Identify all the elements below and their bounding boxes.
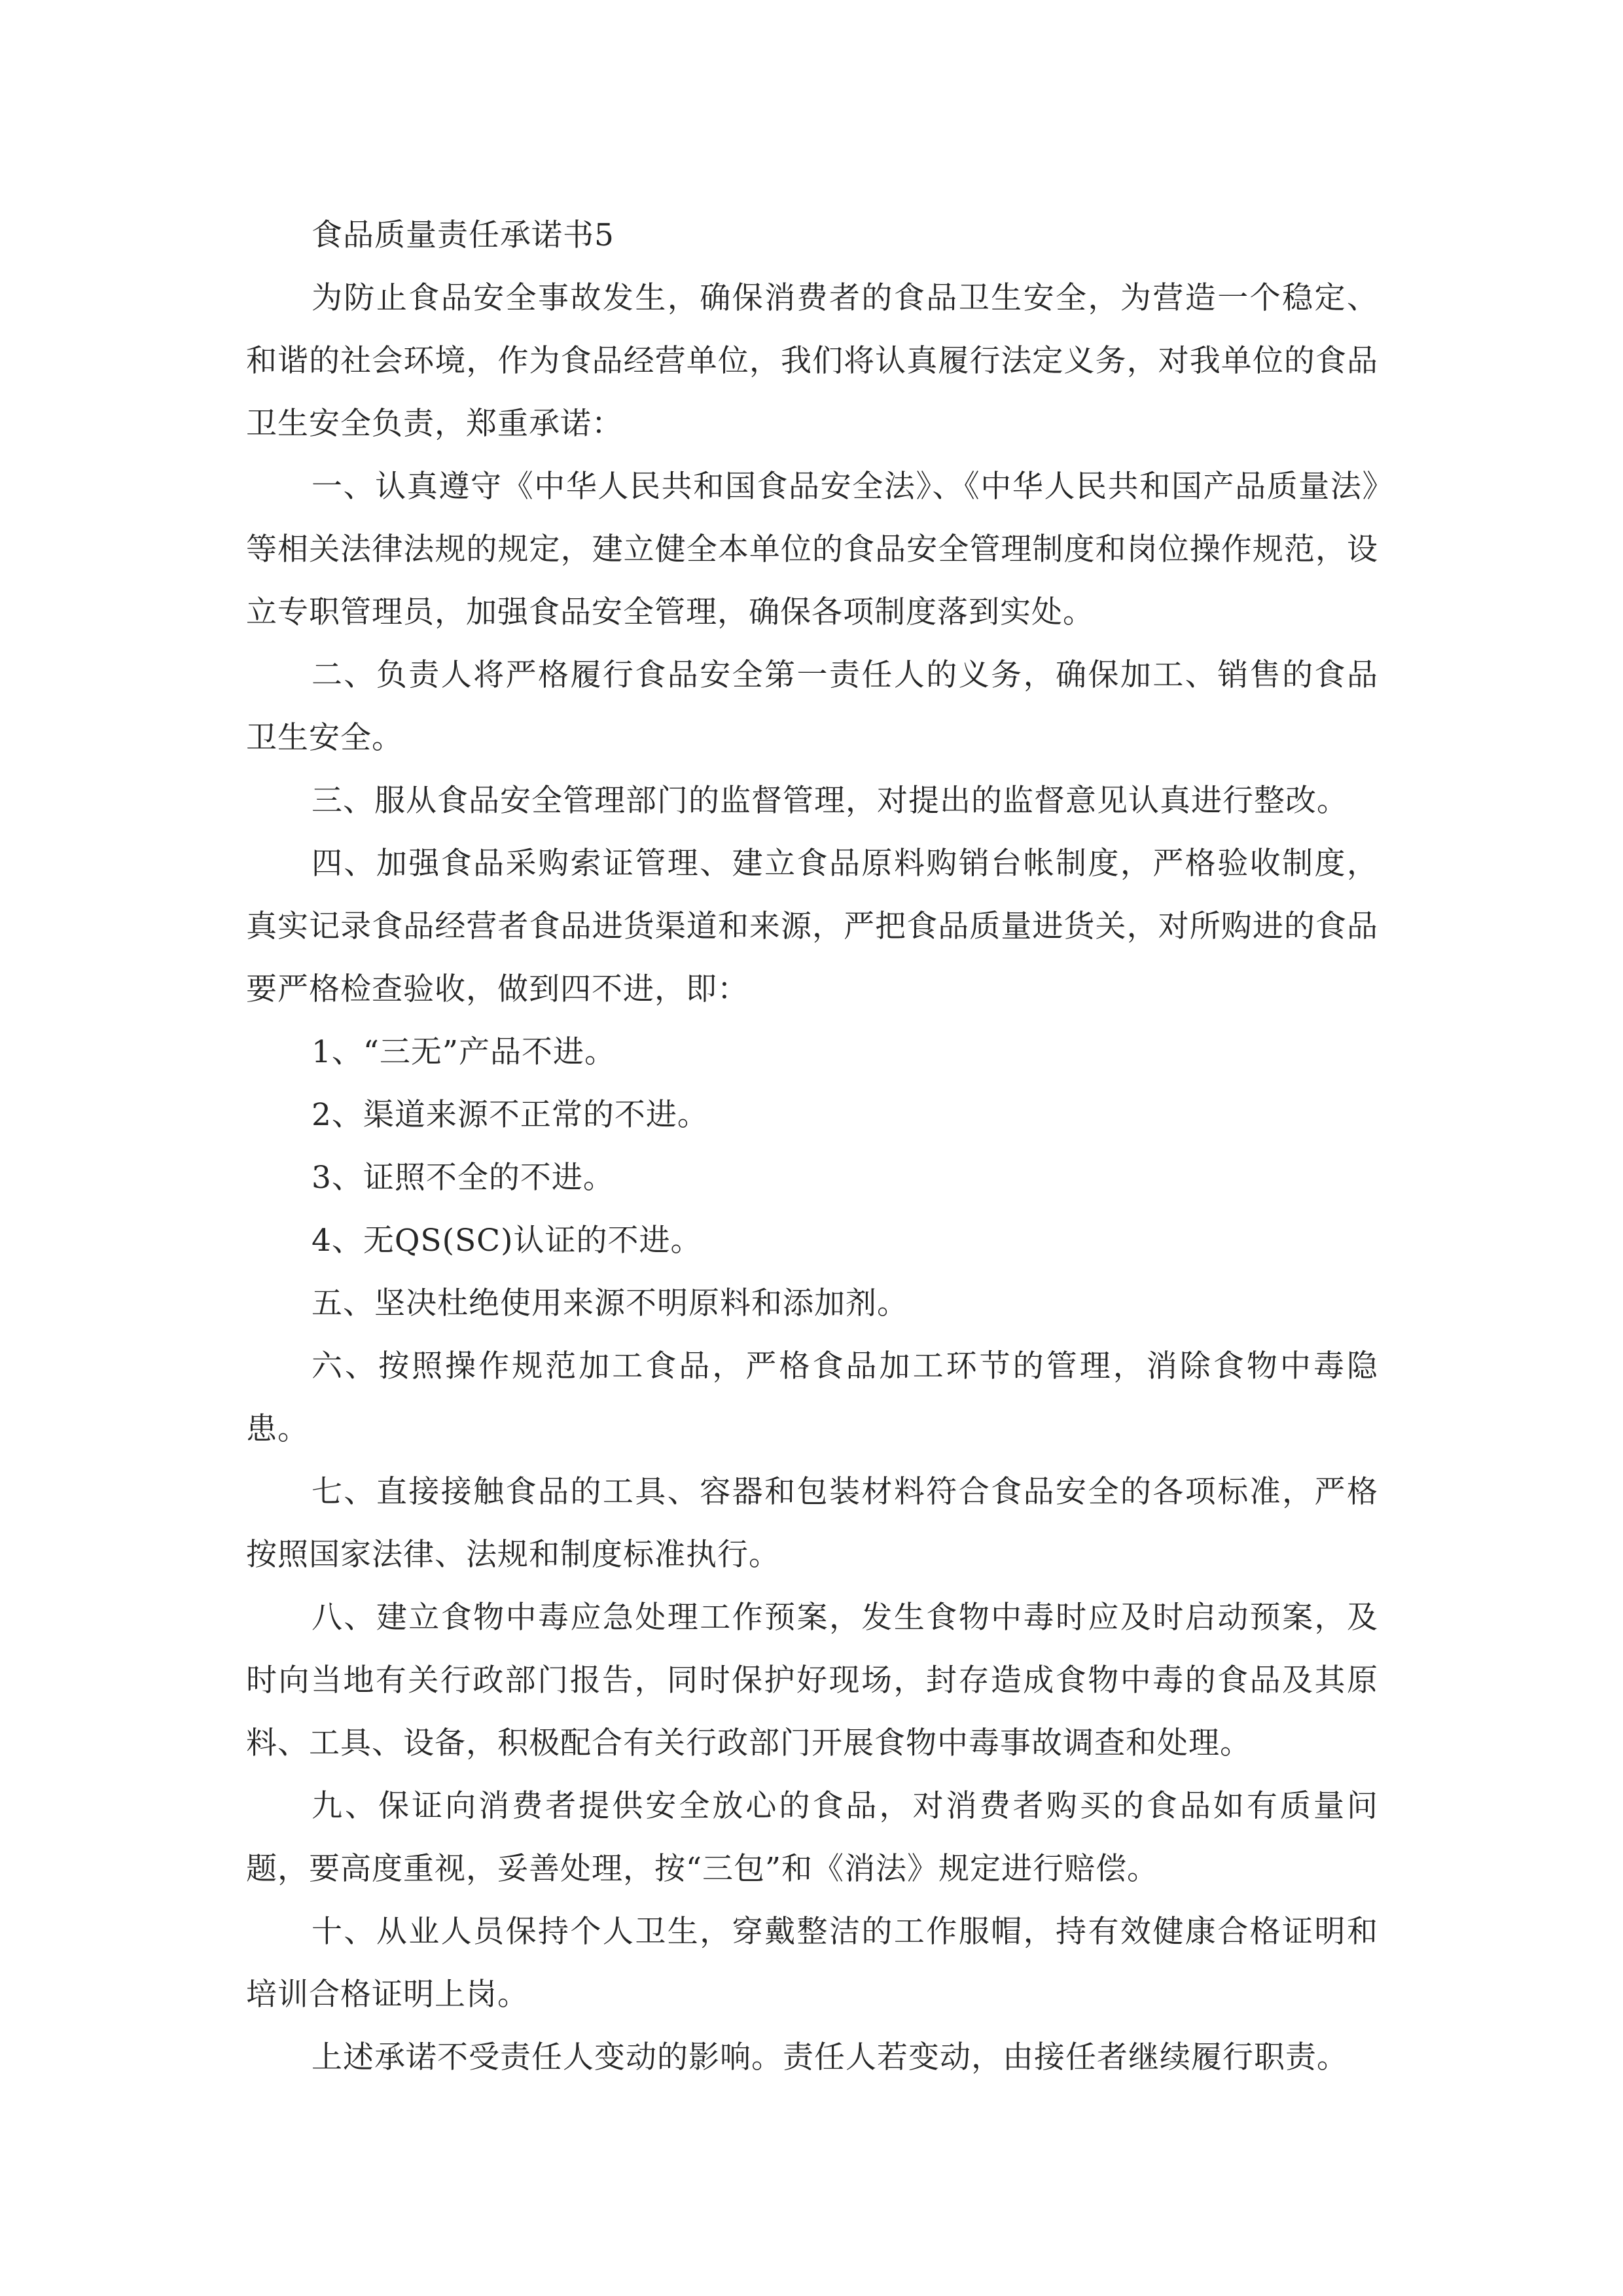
- clause-5-paragraph: 五、坚决杜绝使用来源不明原料和添加剂。: [312, 1285, 908, 1321]
- clause-9-paragraph: 九、保证向消费者提供安全放心的食品，对消费者购买的食品如有质量问题，要高度重视，妥善处理，按“三包”和《消法》规定进行赔偿。: [246, 1788, 1378, 1887]
- clause-6-paragraph: 六、按照操作规范加工食品，严格食品加工环节的管理，消除食物中毒隐患。: [246, 1348, 1378, 1447]
- preamble-paragraph: 为防止食品安全事故发生，确保消费者的食品卫生安全，为营造一个稳定、和谐的社会环境，作为食品经营单位，我们将认真履行法定义务，对我单位的食品卫生安全负责，郑重承诺：: [246, 280, 1378, 442]
- clause-7-paragraph: 七、直接接触食品的工具、容器和包装材料符合食品安全的各项标准，严格按照国家法律、法规和制度标准执行。: [246, 1474, 1378, 1573]
- sub-item-4: 4、无QS(SC)认证的不进。: [312, 1223, 702, 1259]
- closing-paragraph: 上述承诺不受责任人变动的影响。责任人若变动，由接任者继续履行职责。: [312, 2039, 1348, 2075]
- clause-3-paragraph: 三、服从食品安全管理部门的监督管理，对提出的监督意见认真进行整改。: [312, 783, 1348, 819]
- clause-2-paragraph: 二、负责人将严格履行食品安全第一责任人的义务，确保加工、销售的食品卫生安全。: [246, 657, 1378, 756]
- clause-1-paragraph: 一、认真遵守《中华人民共和国食品安全法》、《中华人民共和国产品质量法》等相关法律法规的规定，建立健全本单位的食品安全管理制度和岗位操作规范，设立专职管理员，加强食品安全管理，确保各项制度落到实处。: [246, 469, 1378, 630]
- clause-4-paragraph: 四、加强食品采购索证管理、建立食品原料购销台帐制度，严格验收制度，真实记录食品经营者食品进货渠道和来源，严把食品质量进货关，对所购进的食品要严格检查验收，做到四不进，即：: [246, 846, 1378, 1007]
- clause-8-paragraph: 八、建立食物中毒应急处理工作预案，发生食物中毒时应及时启动预案，及时向当地有关行政部门报告，同时保护好现场，封存造成食物中毒的食品及其原料、工具、设备，积极配合有关行政部门开展食物中毒事故调查和处理。: [246, 1600, 1378, 1761]
- sub-item-3: 3、证照不全的不进。: [312, 1160, 615, 1196]
- sub-item-2: 2、渠道来源不正常的不进。: [312, 1097, 709, 1133]
- clause-10-paragraph: 十、从业人员保持个人卫生，穿戴整洁的工作服帽，持有效健康合格证明和培训合格证明上岗。: [246, 1914, 1378, 2013]
- sub-item-1: 1、“三无”产品不进。: [312, 1034, 616, 1070]
- document-body: [246, 204, 1378, 2089]
- document-title: 食品质量责任承诺书5: [312, 217, 615, 253]
